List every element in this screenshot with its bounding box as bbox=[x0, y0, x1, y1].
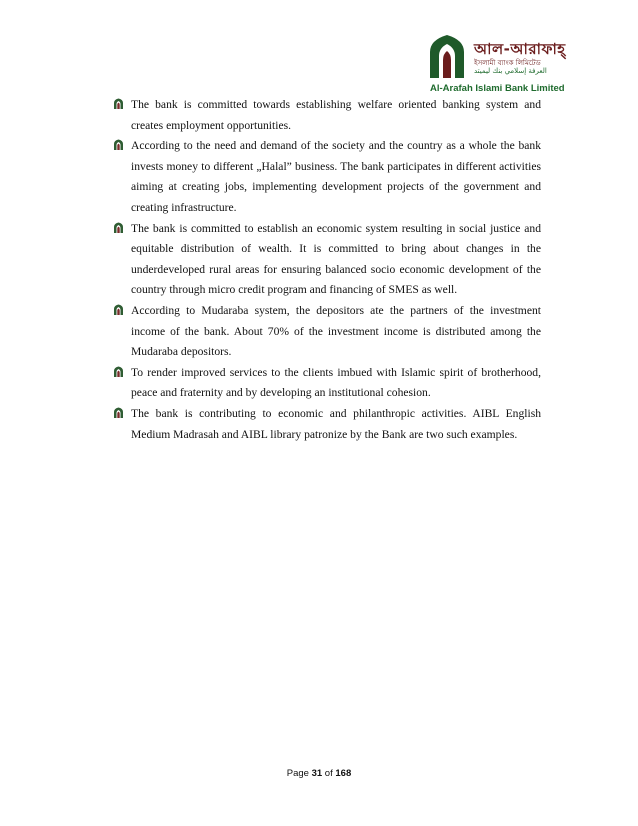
logo-bangla-name: আল-আরাফাহ্ bbox=[474, 40, 566, 58]
page-footer bbox=[0, 768, 638, 779]
mosque-arch-icon bbox=[428, 34, 466, 78]
bullet-text: The bank is committed to establish an economic system resulting in social justice and equitable distribution of wealth. It is committed to bring about changes in the underdeveloped rural areas for ensuring balanced socio economic development of the country through micro credit program and financing of SMES as well. bbox=[131, 221, 541, 297]
page-total: 168 bbox=[335, 768, 352, 779]
bullet-list bbox=[113, 95, 541, 445]
bullet-text: According to Mudaraba system, the depositors ate the partners of the investment income of the bank. About 70% of the investment income is distributed among the Mudaraba depositors. bbox=[131, 303, 541, 359]
page-label: Page bbox=[286, 768, 309, 779]
bullet-text: To render improved services to the clients imbued with Islamic spirit of brotherhood, peace and fraternity and by developing an institutional cohesion. bbox=[131, 365, 541, 400]
list-item bbox=[113, 404, 541, 445]
bullet-emblem-icon bbox=[113, 366, 124, 377]
list-item bbox=[113, 363, 541, 404]
bullet-emblem-icon bbox=[113, 98, 124, 109]
bullet-emblem-icon bbox=[113, 139, 124, 150]
logo-bangla-subtitle: ইসলামী ব্যাংক লিমিটেড bbox=[474, 59, 541, 67]
logo-english-name: Al-Arafah Islami Bank Limited bbox=[430, 83, 565, 94]
bullet-emblem-icon bbox=[113, 222, 124, 233]
bullet-emblem-icon bbox=[113, 304, 124, 315]
of-label: of bbox=[324, 768, 333, 779]
logo-arabic-name: العرفة إسلامي بنك ليميتد bbox=[474, 67, 547, 75]
list-item bbox=[113, 95, 541, 136]
bullet-text: According to the need and demand of the society and the country as a whole the bank invests money to different „Halal” business. The bank participates in different activities aiming at creating jobs, implementing development projects of the government and creating infrastructure. bbox=[131, 139, 541, 214]
list-item bbox=[113, 301, 541, 363]
bullet-emblem-icon bbox=[113, 407, 124, 418]
bullet-text: The bank is contributing to economic and philanthropic activities. AIBL English Medium Madrasah and AIBL library patronize by the Bank are two such examples. bbox=[131, 406, 541, 441]
page-current: 31 bbox=[311, 768, 323, 779]
bullet-text: The bank is committed towards establishing welfare oriented banking system and creates employment opportunities. bbox=[131, 98, 541, 132]
list-item bbox=[113, 136, 541, 218]
list-item bbox=[113, 219, 541, 301]
bank-logo bbox=[428, 34, 566, 96]
